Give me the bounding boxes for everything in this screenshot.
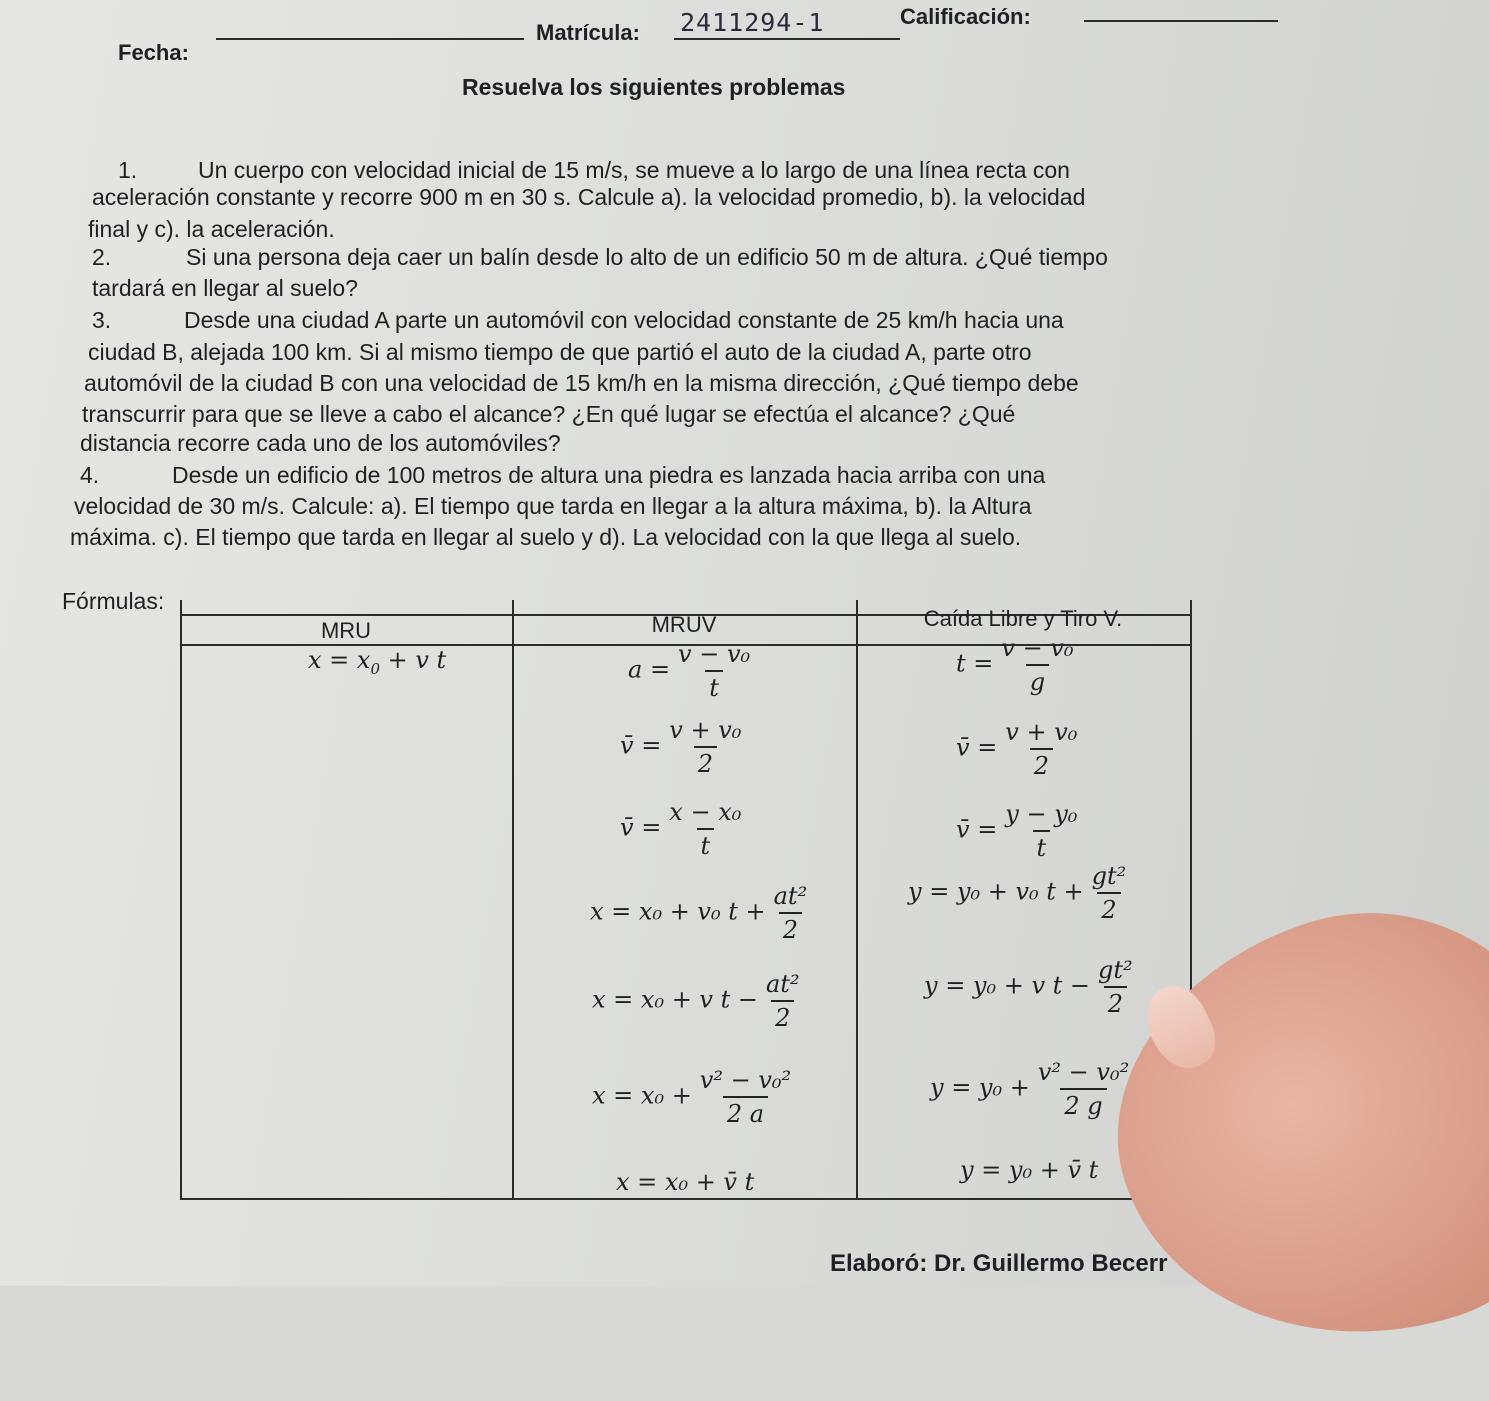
mruv-position-2: x = x₀ + v t − $\frac{\text{at²}}{2}$ <box>592 970 800 1032</box>
problem-line: 4. Desde un edificio de 100 metros de altura una piedra es lanzada hacia arriba con una <box>80 462 1046 488</box>
problem-line: tardará en llegar al suelo? <box>92 275 358 301</box>
fecha-line <box>216 38 524 40</box>
mruv-acceleration: a = $\frac{\text{v − v₀}}{t}$ <box>628 640 751 702</box>
mruv-avg-velocity-1: v̄ = $\frac{\text{v + v₀}}{2}$ <box>620 716 742 778</box>
problem-line: aceleración constante y recorre 900 m en 30 s. Calcule a). la velocidad promedio, b). la velocidad <box>92 184 1086 210</box>
table-bottom-border <box>180 1198 1192 1200</box>
mruv-position-4: x = x₀ + v̄ t <box>616 1168 755 1196</box>
problem-line: 3. Desde una ciudad A parte un automóvil con velocidad constante de 25 km/h hacia una <box>92 307 1064 333</box>
table-divider-2 <box>856 600 858 1200</box>
caida-height-3: y = y₀ + $\frac{\text{v² − v₀²}}{2 g}$ <box>930 1058 1130 1120</box>
mruv-position-1: x = x₀ + v₀ t + $\frac{\text{at²}}{2}$ <box>590 882 808 944</box>
matricula-label: Matrícula: <box>536 20 640 45</box>
problem-line: 1. Un cuerpo con velocidad inicial de 15 m/s, se mueve a lo largo de una línea recta con <box>118 157 1070 183</box>
problem-line: ciudad B, alejada 100 km. Si al mismo tiempo de que partió el auto de la ciudad A, parte otro <box>88 339 1032 365</box>
problem-line: transcurrir para que se lleve a cabo el alcance? ¿En qué lugar se efectúa el alcance? ¿Qué <box>82 401 1016 427</box>
page-title: Resuelva los siguientes problemas <box>462 74 846 100</box>
problem-number: 3. <box>92 307 112 333</box>
matricula-line <box>674 38 900 40</box>
caida-avg-velocity-2: v̄ = $\frac{\text{y − y₀}}{t}$ <box>956 800 1078 862</box>
problem-line: máxima. c). El tiempo que tarda en llegar al suelo y d). La velocidad con la que llega al suelo. <box>70 524 1022 550</box>
problem-line: automóvil de la ciudad B con una velocidad de 15 km/h en la misma dirección, ¿Qué tiempo debe <box>84 370 1079 396</box>
problem-line: distancia recorre cada uno de los automóviles? <box>80 430 561 456</box>
formula-table <box>180 600 1192 1200</box>
table-divider-1 <box>512 600 514 1200</box>
mru-formula: $x = x_0 + v$ t <box>308 646 447 678</box>
caida-height-2: y = y₀ + v t − $\frac{\text{gt²}}{2}$ <box>924 956 1133 1018</box>
formulas-label: Fórmulas: <box>62 588 165 614</box>
calificacion-label: Calificación: <box>900 4 1031 29</box>
problem-line: final y c). la aceleración. <box>88 216 335 242</box>
mruv-avg-velocity-2: v̄ = $\frac{\text{x − x₀}}{t}$ <box>620 798 742 860</box>
problem-number: 1. <box>118 157 138 183</box>
caida-avg-velocity-1: v̄ = $\frac{\text{v + v₀}}{2}$ <box>956 718 1078 780</box>
caida-time: t = $\frac{\text{v − v₀}}{g}$ <box>956 634 1074 696</box>
header-caida-libre: Caída Libre y Tiro V. <box>923 606 1123 631</box>
footer-author: Elaboró: Dr. Guillermo Becerr <box>830 1250 1168 1277</box>
problem-line: 2. Si una persona deja caer un balín desde lo alto de un edificio 50 m de altura. ¿Qué tiempo <box>92 244 1108 270</box>
problem-number: 2. <box>92 244 112 270</box>
matricula-value: 2411294-1 <box>680 8 825 37</box>
problem-number: 4. <box>80 462 100 488</box>
mruv-position-3: x = x₀ + $\frac{\text{v² − v₀²}}{2 a}$ <box>592 1066 792 1128</box>
header-mru: MRU <box>320 618 372 643</box>
problem-line: velocidad de 30 m/s. Calcule: a). El tiempo que tarda en llegar a la altura máxima, b). la Altura <box>74 493 1032 519</box>
calificacion-line <box>1084 20 1278 22</box>
table-border-left <box>180 600 182 1200</box>
caida-height-1: y = y₀ + v₀ t + $\frac{\text{gt²}}{2}$ <box>908 862 1127 924</box>
header-mruv: MRUV <box>651 612 717 637</box>
fecha-label: Fecha: <box>118 40 189 65</box>
caida-height-4: y = y₀ + v̄ t <box>960 1156 1099 1184</box>
